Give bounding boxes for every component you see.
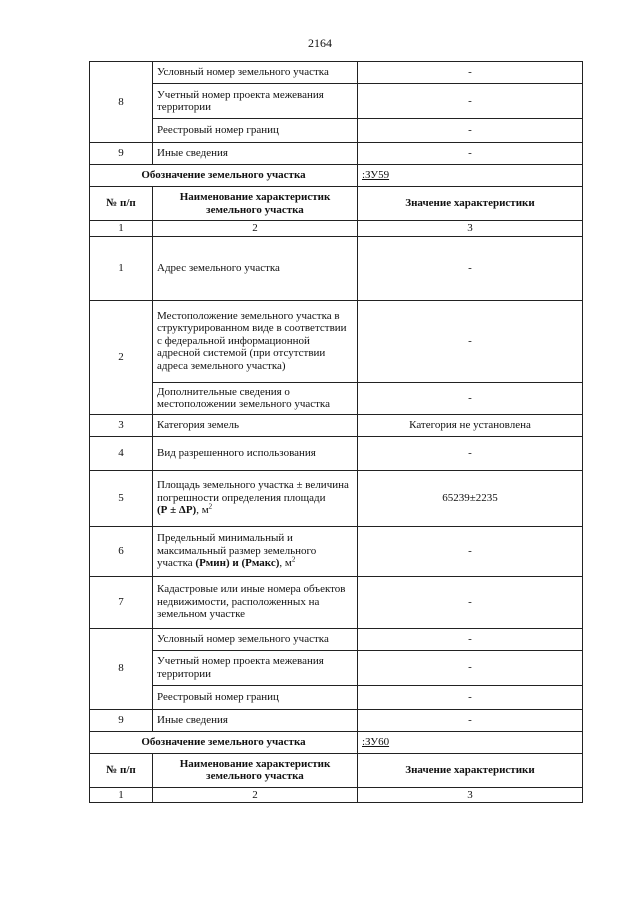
characteristic-name: [153, 526, 358, 576]
characteristic-value: Категория не установлена: [358, 414, 583, 436]
unit-superscript: 2: [208, 502, 213, 511]
size-formula: (Рмин) и (Рмакс): [195, 557, 280, 570]
plot-designation-row: [90, 165, 583, 187]
column-number-row: [90, 221, 583, 237]
characteristic-value: -: [358, 709, 583, 731]
table-row: [90, 526, 583, 576]
row-number: 2: [90, 300, 153, 414]
page-number: 2164: [308, 36, 332, 50]
header-value: Значение характеристики: [358, 753, 583, 787]
table-row: [90, 685, 583, 709]
characteristic-value: -: [358, 143, 583, 165]
characteristic-name: Вид разрешенного использования: [153, 436, 358, 470]
table-row: [90, 414, 583, 436]
characteristic-value: -: [358, 685, 583, 709]
characteristic-value: -: [358, 628, 583, 650]
plot-designation-label: Обозначение земельного участка: [90, 165, 358, 187]
column-number: 1: [90, 787, 153, 803]
table-row: [90, 709, 583, 731]
row-number: 1: [90, 236, 153, 300]
characteristic-text: Площадь земельного участка ± величина погрешности определения площади: [157, 479, 349, 504]
unit-text: , м: [279, 557, 292, 570]
header-name: Наименование характеристик земельного участка: [153, 187, 358, 221]
characteristic-value: -: [358, 576, 583, 628]
characteristic-name: [153, 470, 358, 526]
characteristic-name: Категория земель: [153, 414, 358, 436]
unit-text: , м: [196, 504, 209, 517]
characteristic-name: Реестровый номер границ: [153, 685, 358, 709]
table-row: [90, 650, 583, 685]
characteristic-name: Иные сведения: [153, 709, 358, 731]
characteristic-name: Иные сведения: [153, 143, 358, 165]
table-row: [90, 119, 583, 143]
row-number: 9: [90, 143, 153, 165]
characteristic-text: Предельный минимальный и максимальный размер земельного участка: [157, 532, 317, 570]
column-number-row: [90, 787, 583, 803]
header-num: № п/п: [90, 187, 153, 221]
plot-designation-label: Обозначение земельного участка: [90, 731, 358, 753]
characteristic-name: Местоположение земельного участка в структурированном виде в соответствии с федеральной информационной адресной системой (при отсутствии адреса земельного участка): [153, 300, 358, 382]
unit-superscript: 2: [291, 555, 296, 564]
characteristic-name: Реестровый номер границ: [153, 119, 358, 143]
characteristic-name: Условный номер земельного участка: [153, 628, 358, 650]
row-number: 6: [90, 526, 153, 576]
characteristic-name: Адрес земельного участка: [153, 236, 358, 300]
characteristic-value: 65239±2235: [358, 470, 583, 526]
table-row: [90, 470, 583, 526]
table-row: [90, 143, 583, 165]
column-number: 3: [358, 787, 583, 803]
characteristic-value: -: [358, 62, 583, 84]
plot-designation-id: :ЗУ60: [358, 731, 583, 753]
characteristic-name: Учетный номер проекта межевания территории: [153, 84, 358, 119]
characteristic-value: -: [358, 119, 583, 143]
header-name: Наименование характеристик земельного участка: [153, 753, 358, 787]
characteristic-name: Учетный номер проекта межевания территории: [153, 650, 358, 685]
table-row: [90, 300, 583, 382]
characteristic-value: -: [358, 236, 583, 300]
area-formula: (Р ± ΔР): [157, 504, 197, 517]
column-number: 1: [90, 221, 153, 237]
header-row: [90, 187, 583, 221]
plot-designation-row: [90, 731, 583, 753]
column-number: 2: [153, 787, 358, 803]
characteristic-name: Кадастровые или иные номера объектов недвижимости, расположенных на земельном участке: [153, 576, 358, 628]
characteristic-value: -: [358, 300, 583, 382]
row-number: 8: [90, 628, 153, 709]
plot-designation-id: :ЗУ59: [358, 165, 583, 187]
header-row: [90, 753, 583, 787]
table-row: [90, 236, 583, 300]
row-number: 7: [90, 576, 153, 628]
table-row: [90, 62, 583, 84]
characteristic-value: -: [358, 650, 583, 685]
characteristic-value: -: [358, 526, 583, 576]
characteristic-name: Дополнительные сведения о местоположении земельного участка: [153, 382, 358, 414]
characteristic-value: -: [358, 436, 583, 470]
column-number: 2: [153, 221, 358, 237]
header-value: Значение характеристики: [358, 187, 583, 221]
row-number: 4: [90, 436, 153, 470]
row-number: 8: [90, 62, 153, 143]
characteristic-value: -: [358, 382, 583, 414]
header-num: № п/п: [90, 753, 153, 787]
table-row: [90, 84, 583, 119]
table-row: [90, 382, 583, 414]
table-row: [90, 628, 583, 650]
land-plot-table: [89, 61, 583, 803]
row-number: 9: [90, 709, 153, 731]
table-row: [90, 576, 583, 628]
row-number: 5: [90, 470, 153, 526]
column-number: 3: [358, 221, 583, 237]
characteristic-value: -: [358, 84, 583, 119]
table-row: [90, 436, 583, 470]
row-number: 3: [90, 414, 153, 436]
characteristic-name: Условный номер земельного участка: [153, 62, 358, 84]
